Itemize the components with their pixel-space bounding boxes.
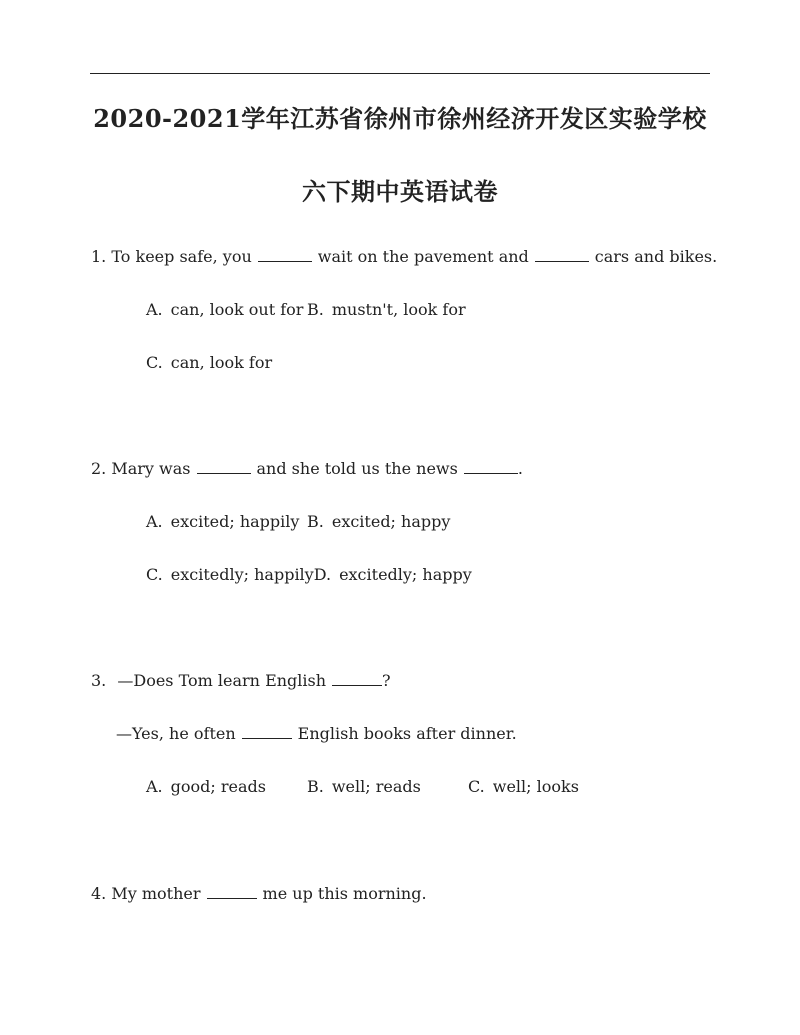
question-1 xyxy=(91,246,717,268)
option-text: well; looks xyxy=(492,777,579,796)
question-text: me up this morning. xyxy=(262,884,427,903)
question-number: 1. xyxy=(91,247,107,266)
option-letter: C. xyxy=(468,777,485,796)
question-number: 4. xyxy=(91,884,107,903)
option-2b xyxy=(307,511,450,533)
option-text: mustn't, look for xyxy=(331,300,466,319)
page-title: 2020-2021学年江苏省徐州市徐州经济开发区实验学校 xyxy=(93,104,707,133)
option-2c-2d xyxy=(146,564,472,586)
question-text: My mother xyxy=(111,884,201,903)
question-number: 3. xyxy=(91,671,107,690)
option-letter: D. xyxy=(313,565,332,584)
option-letter: B. xyxy=(307,512,324,531)
answer-blank xyxy=(242,724,292,739)
question-text: and she told us the news xyxy=(256,459,458,478)
answer-blank xyxy=(332,671,382,686)
option-text: excited; happily xyxy=(170,512,300,531)
answer-blank xyxy=(535,247,589,262)
option-text: excitedly; happily xyxy=(170,565,314,584)
question-3 xyxy=(91,670,391,692)
option-3c xyxy=(468,776,579,798)
answer-blank xyxy=(197,459,251,474)
answer-blank xyxy=(464,459,518,474)
option-3a xyxy=(146,776,266,798)
option-letter: A. xyxy=(146,512,163,531)
option-1a xyxy=(146,299,303,321)
option-letter: A. xyxy=(146,300,163,319)
answer-blank xyxy=(207,884,257,899)
question-text: cars and bikes. xyxy=(594,247,718,266)
question-text: To keep safe, you xyxy=(111,247,252,266)
option-text: excited; happy xyxy=(331,512,451,531)
option-text: excitedly; happy xyxy=(339,565,472,584)
option-text: can, look out for xyxy=(170,300,304,319)
question-4 xyxy=(91,883,427,905)
option-letter: A. xyxy=(146,777,163,796)
option-letter: C. xyxy=(146,353,163,372)
question-text: English books after dinner. xyxy=(297,724,517,743)
question-text: ? xyxy=(382,671,391,690)
question-text: . xyxy=(517,459,523,478)
option-letter: B. xyxy=(307,300,324,319)
page-subtitle: 六下期中英语试卷 xyxy=(302,177,498,206)
option-letter: B. xyxy=(307,777,324,796)
question-text: wait on the pavement and xyxy=(317,247,529,266)
question-number: 2. xyxy=(91,459,107,478)
option-1b xyxy=(307,299,466,321)
option-1c xyxy=(146,352,272,374)
answer-blank xyxy=(258,247,312,262)
option-text: well; reads xyxy=(331,777,421,796)
option-text: good; reads xyxy=(170,777,266,796)
question-text: —Yes, he often xyxy=(116,724,236,743)
question-3-reply xyxy=(116,723,517,745)
option-text: can, look for xyxy=(170,353,273,372)
option-letter: C. xyxy=(146,565,163,584)
question-text: Mary was xyxy=(111,459,191,478)
option-3b xyxy=(307,776,421,798)
question-text: —Does Tom learn English xyxy=(117,671,327,690)
question-2 xyxy=(91,458,523,480)
option-2a xyxy=(146,511,299,533)
header-rule xyxy=(90,73,710,74)
